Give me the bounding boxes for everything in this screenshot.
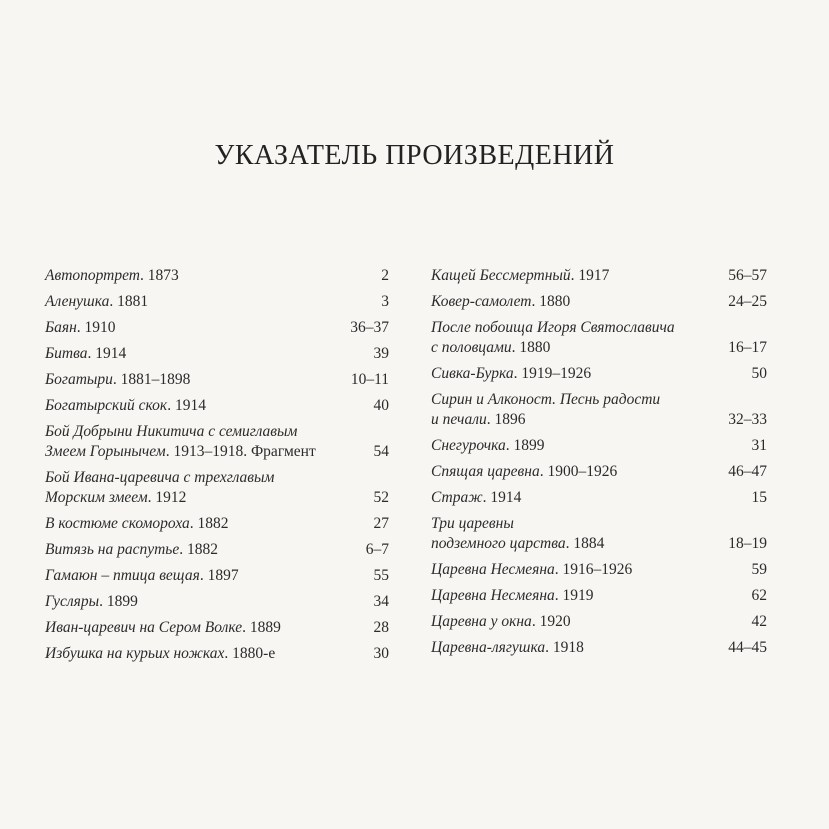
entry-page-number: 36–37 (350, 319, 389, 336)
entry-page-number: 62 (751, 587, 767, 604)
entry-page-number: 16–17 (728, 339, 767, 356)
entry-year: . 1882 (179, 541, 218, 558)
entry-title: Сирин и Алконост. Песнь радости (431, 391, 661, 408)
entry-title: Гусляры (45, 593, 100, 610)
entry-title-continued: подземного царства (431, 535, 566, 552)
entry-year: . 1896 (486, 411, 526, 428)
index-entry (45, 644, 389, 664)
index-entry (45, 468, 389, 508)
entry-year: . 1920 (531, 613, 571, 630)
entry-page-number: 42 (751, 613, 767, 630)
index-entry (45, 566, 389, 586)
entry-year: . 1900–1926 (539, 463, 618, 480)
entry-page-number: 34 (373, 593, 389, 610)
index-entry (431, 390, 767, 430)
entry-year: . 1884 (565, 535, 605, 552)
entry-title: Царевна-лягушка (431, 639, 546, 656)
entry-year: . 1910 (76, 319, 116, 336)
index-entry (45, 396, 389, 416)
entry-title: Страж (431, 489, 483, 506)
entry-title-continued: с половцами (431, 339, 512, 356)
entry-year: . 1912 (147, 489, 187, 506)
index-entry (45, 292, 389, 312)
entry-page-number: 40 (373, 397, 389, 414)
entry-year: . 1914 (87, 345, 127, 362)
entry-year: . 1897 (199, 567, 239, 584)
index-entry (431, 436, 767, 456)
entry-year: . 1873 (140, 267, 179, 284)
entry-title: Витязь на распутье (45, 541, 180, 558)
entry-page-number: 30 (373, 645, 389, 662)
entry-page-number: 24–25 (728, 293, 767, 310)
index-entry (45, 370, 389, 390)
entry-year: . 1899 (99, 593, 138, 610)
index-entry (431, 560, 767, 580)
index-column-left (45, 266, 389, 670)
index-entry (431, 488, 767, 508)
entry-year: . 1914 (482, 489, 522, 506)
entry-title-continued: Змеем Горынычем (45, 443, 166, 460)
index-entry (431, 292, 767, 312)
index-entry (45, 592, 389, 612)
entry-title: Баян (45, 319, 77, 336)
index-entry (431, 318, 767, 358)
index-entry (45, 344, 389, 364)
entry-year: . 1880-е (224, 645, 276, 662)
entry-title: Снегурочка (431, 437, 506, 454)
index-entry (431, 612, 767, 632)
entry-page-number: 32–33 (728, 411, 767, 428)
index-entry (45, 318, 389, 338)
entry-title: Царевна у окна (431, 613, 532, 630)
index-entry (45, 540, 389, 560)
entry-title: Аленушка (45, 293, 110, 310)
entry-year: . 1917 (570, 267, 610, 284)
entry-year: . 1881 (109, 293, 149, 310)
entry-title: Бой Добрыни Никитича с семиглавым (45, 423, 298, 440)
page-title: УКАЗАТЕЛЬ ПРОИЗВЕДЕНИЙ (214, 140, 615, 171)
entry-year: . 1889 (242, 619, 281, 636)
index-entry (431, 638, 767, 658)
entry-title: После побоища Игоря Святославича (431, 319, 675, 336)
entry-title: Кащей Бессмертный (431, 267, 571, 284)
entry-year: . 1914 (167, 397, 206, 414)
entry-title: Царевна Несмеяна (431, 561, 555, 578)
entry-title: Иван-царевич на Сером Волке (45, 619, 243, 636)
entry-page-number: 6–7 (365, 541, 389, 558)
index-entry (45, 618, 389, 638)
entry-page-number: 52 (373, 489, 389, 506)
index-entry (431, 266, 767, 286)
entry-year: . 1881–1898 (112, 371, 191, 388)
index-entry (45, 266, 389, 286)
entry-page-number: 44–45 (728, 639, 767, 656)
entry-page-number: 56–57 (728, 267, 767, 284)
entry-page-number: 39 (373, 345, 389, 362)
entry-page-number: 59 (751, 561, 767, 578)
index-entry (45, 422, 389, 462)
entry-year: . 1880 (531, 293, 571, 310)
index-entry (431, 364, 767, 384)
entry-page-number: 28 (373, 619, 389, 636)
entry-year: . 1913–1918. Фрагмент (165, 443, 316, 460)
entry-year: . 1880 (511, 339, 551, 356)
entry-title: Битва (45, 345, 88, 362)
entry-year: . 1899 (505, 437, 545, 454)
entry-page-number: 3 (381, 293, 389, 310)
entry-title: Сивка-Бурка (431, 365, 514, 382)
entry-title: Автопортрет (45, 267, 140, 284)
entry-page-number: 50 (751, 365, 767, 382)
entry-year: . 1919–1926 (513, 365, 592, 382)
entry-page-number: 46–47 (728, 463, 767, 480)
entry-title: Три царевны (431, 515, 514, 532)
entry-year: . 1919 (554, 587, 594, 604)
entry-page-number: 27 (373, 515, 389, 532)
index-entry (431, 462, 767, 482)
index-column-right (431, 266, 767, 664)
entry-title: Бой Ивана-царевича с трехглавым (45, 469, 275, 486)
entry-title: Богатыри (45, 371, 113, 388)
entry-title: Богатырский скок (45, 397, 168, 414)
entry-page-number: 10–11 (350, 371, 389, 388)
index-entry (431, 586, 767, 606)
entry-title: Спящая царевна (431, 463, 540, 480)
entry-page-number: 54 (373, 443, 389, 460)
entry-page-number: 15 (751, 489, 767, 506)
entry-title: Ковер-самолет (431, 293, 532, 310)
index-entry (431, 514, 767, 554)
entry-title-continued: и печали (431, 411, 487, 428)
entry-title: Гамаюн – птица вещая (45, 567, 200, 584)
entry-title: В костюме скомороха (45, 515, 190, 532)
entry-year: . 1916–1926 (554, 561, 633, 578)
entry-title: Царевна Несмеяна (431, 587, 555, 604)
entry-page-number: 55 (373, 567, 389, 584)
entry-year: . 1882 (189, 515, 229, 532)
entry-year: . 1918 (545, 639, 584, 656)
entry-page-number: 2 (381, 267, 389, 284)
entry-title: Избушка на курьих ножках (45, 645, 225, 662)
entry-page-number: 18–19 (728, 535, 767, 552)
entry-title-continued: Морским змеем (45, 489, 148, 506)
index-entry (45, 514, 389, 534)
entry-page-number: 31 (751, 437, 767, 454)
